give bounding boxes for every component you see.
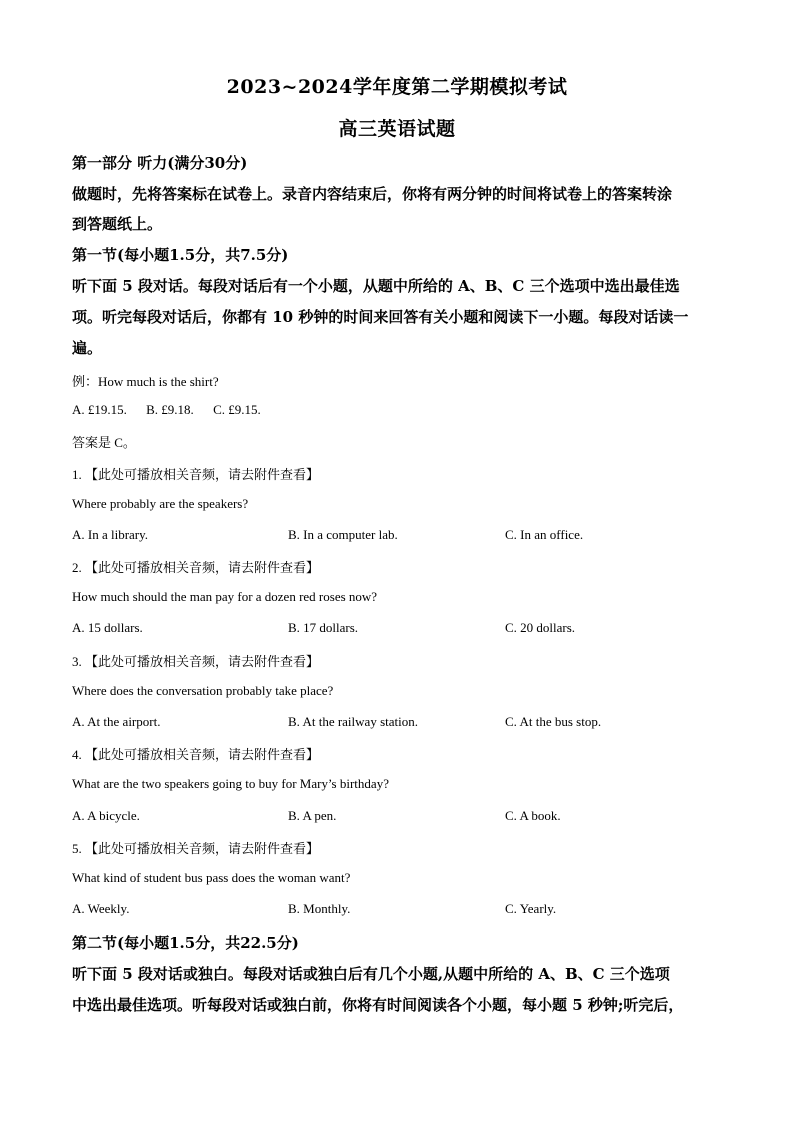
section2-instruction-line1: 听下面 5 段对话或独白。每段对话或独白后有几个小题,从题中所给的 A、B、C 三个选项 xyxy=(72,965,670,983)
q3-option-b: B. At the railway station. xyxy=(288,714,418,729)
example-option-c: C. £9.15. xyxy=(213,402,261,417)
q3-option-c: C. At the bus stop. xyxy=(505,714,602,729)
q2-audio-placeholder[interactable]: 2. 【此处可播放相关音频，请去附件查看】 xyxy=(72,560,320,575)
example-option-a: A. £19.15. xyxy=(72,402,127,417)
q1-text: Where probably are the speakers? xyxy=(72,496,249,511)
q5-option-a: A. Weekly. xyxy=(72,901,130,916)
q4-option-b: B. A pen. xyxy=(288,808,337,823)
part1-heading: 第一部分 听力(满分30分) xyxy=(72,154,248,172)
section2-heading: 第二节(每小题1.5分，共22.5分) xyxy=(72,934,299,952)
q2-text: How much should the man pay for a dozen red roses now? xyxy=(72,589,378,604)
example-answer: 答案是 C。 xyxy=(72,435,136,450)
q1-audio-placeholder[interactable]: 1. 【此处可播放相关音频，请去附件查看】 xyxy=(72,467,320,482)
q5-audio-placeholder[interactable]: 5. 【此处可播放相关音频，请去附件查看】 xyxy=(72,841,320,856)
q4-option-c: C. A book. xyxy=(505,808,561,823)
section1-instruction-line2: 项。听完每段对话后，你都有 10 秒钟的时间来回答有关小题和阅读下一小题。每段对话读一 xyxy=(72,308,689,326)
example-options xyxy=(72,402,261,418)
q2-option-b: B. 17 dollars. xyxy=(288,620,359,635)
part1-instruction-line2: 到答题纸上。 xyxy=(72,215,163,233)
q2-option-a: A. 15 dollars. xyxy=(72,620,143,635)
example-question: 例：How much is the shirt? xyxy=(72,374,219,389)
q4-audio-placeholder[interactable]: 4. 【此处可播放相关音频，请去附件查看】 xyxy=(72,747,320,762)
section1-instruction-line1: 听下面 5 段对话。每段对话后有一个小题，从题中所给的 A、B、C 三个选项中选出最佳选 xyxy=(72,277,680,295)
q1-option-a: A. In a library. xyxy=(72,527,149,542)
q5-option-b: B. Monthly. xyxy=(288,901,351,916)
q3-option-a: A. At the airport. xyxy=(72,714,161,729)
q4-text: What are the two speakers going to buy for Mary’s birthday? xyxy=(72,776,389,791)
q1-option-b: B. In a computer lab. xyxy=(288,527,398,542)
section1-heading: 第一节(每小题1.5分，共7.5分) xyxy=(72,246,289,264)
exam-subtitle: 高三英语试题 xyxy=(338,118,456,140)
q3-audio-placeholder[interactable]: 3. 【此处可播放相关音频，请去附件查看】 xyxy=(72,654,320,669)
q5-option-c: C. Yearly. xyxy=(505,901,557,916)
q1-option-c: C. In an office. xyxy=(505,527,584,542)
part1-instruction-line1: 做题时，先将答案标在试卷上。录音内容结束后，你将有两分钟的时间将试卷上的答案转涂 xyxy=(72,185,673,203)
q2-option-c: C. 20 dollars. xyxy=(505,620,576,635)
section2-instruction-line2: 中选出最佳选项。听每段对话或独白前，你将有时间阅读各个小题，每小题 5 秒钟;听完后， xyxy=(72,996,684,1014)
exam-title: 2023~2024学年度第二学期模拟考试 xyxy=(226,76,568,98)
section1-instruction-line3: 遍。 xyxy=(72,339,103,357)
example-option-b: B. £9.18. xyxy=(146,402,194,417)
q5-text: What kind of student bus pass does the woman want? xyxy=(72,870,351,885)
q4-option-a: A. A bicycle. xyxy=(72,808,140,823)
q3-text: Where does the conversation probably take place? xyxy=(72,683,334,698)
